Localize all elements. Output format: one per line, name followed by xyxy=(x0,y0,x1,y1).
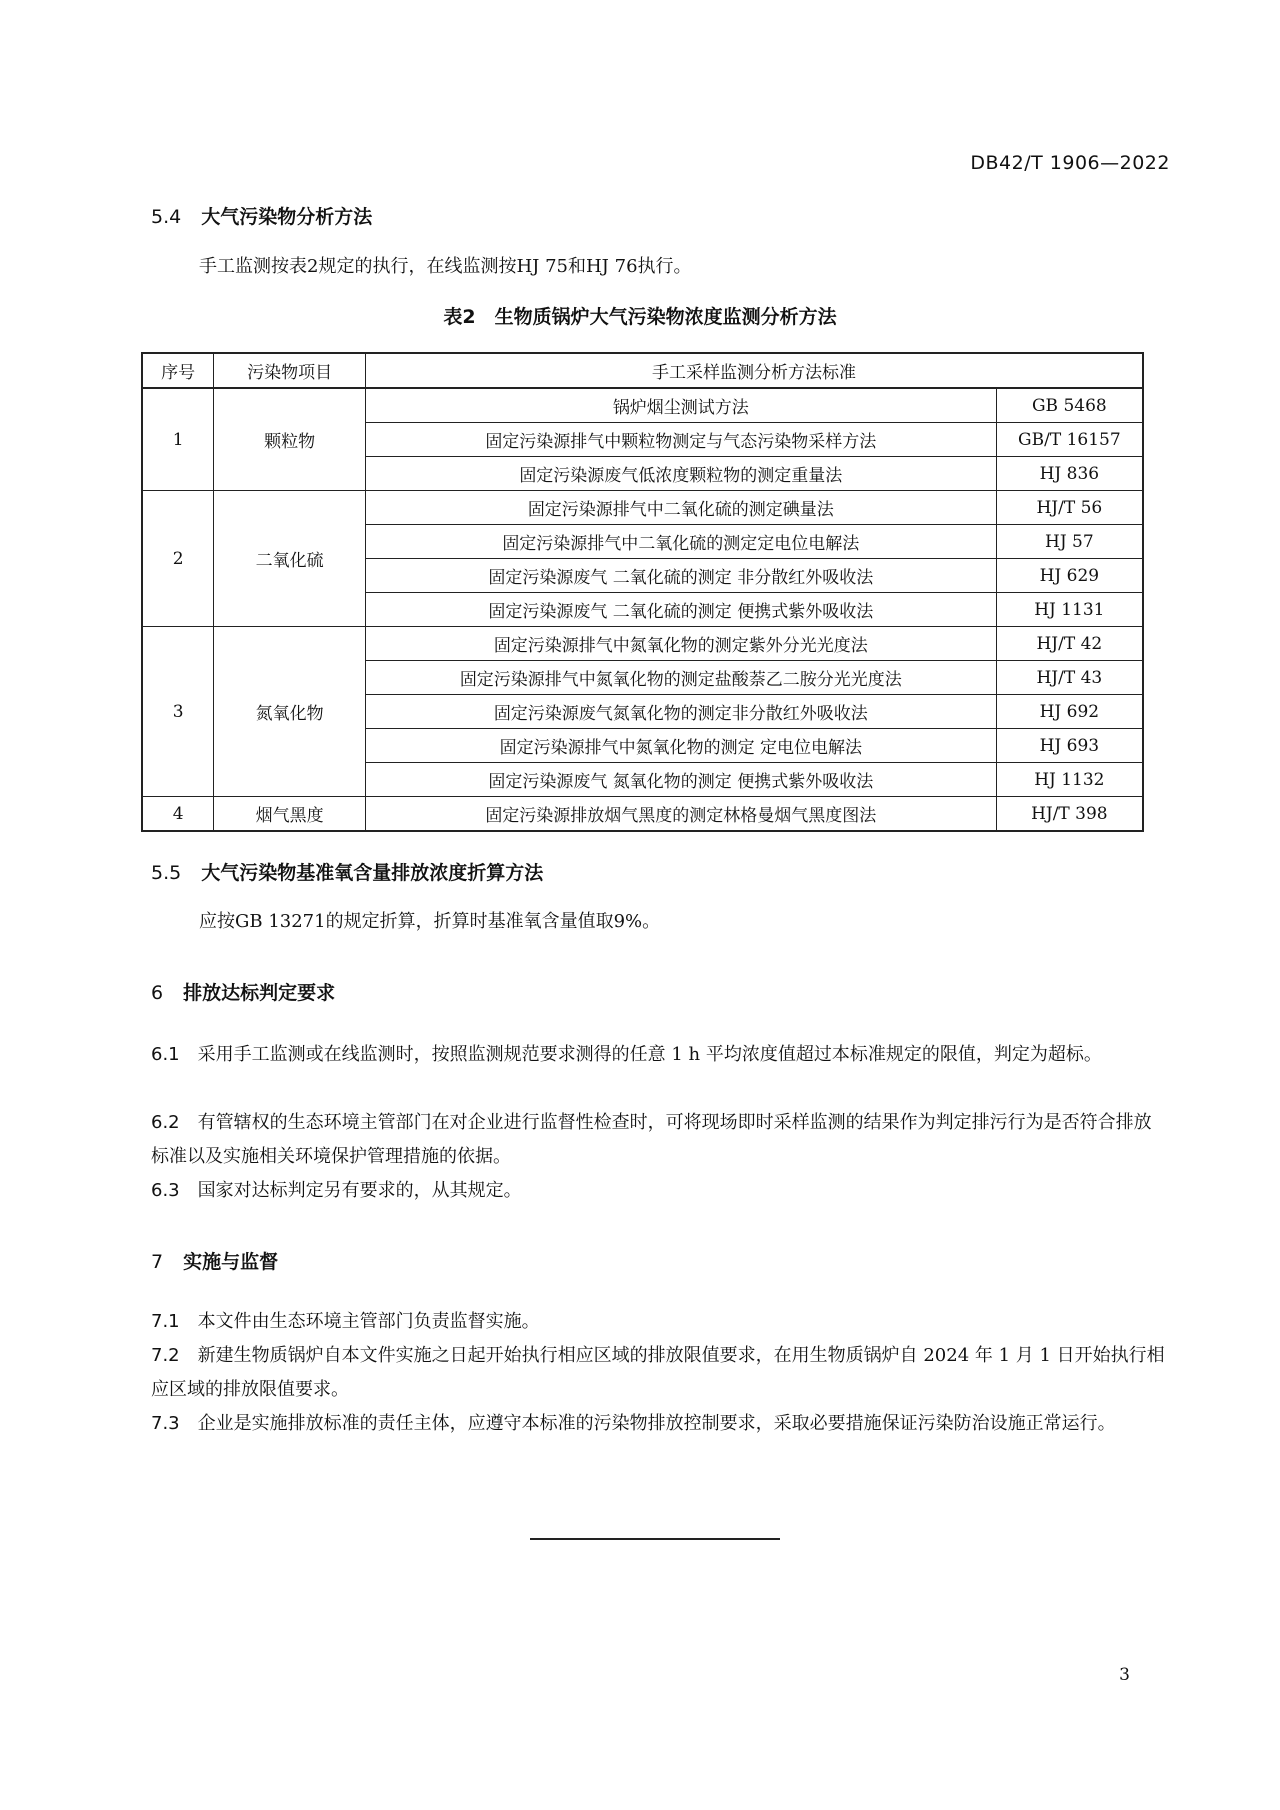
document-code: DB42/T 1906—2022 xyxy=(970,152,1170,174)
header-method: 手工采样监测分析方法标准 xyxy=(365,353,1143,388)
item-cell: 氮氧化物 xyxy=(214,627,366,797)
clause-6-1 xyxy=(151,1038,1165,1072)
clause-text: 本文件由生态环境主管部门负责监督实施。 xyxy=(197,1311,540,1332)
method-cell: 固定污染源排气中氮氧化物的测定紫外分光光度法 xyxy=(365,627,996,661)
clause-number: 7.3 xyxy=(151,1413,180,1434)
section-number: 5.5 xyxy=(151,862,182,884)
section-title: 实施与监督 xyxy=(183,1251,279,1273)
clause-text: 国家对达标判定另有要求的，从其规定。 xyxy=(197,1180,522,1201)
method-cell: 固定污染源排气中颗粒物测定与气态污染物采样方法 xyxy=(365,423,996,457)
method-cell: 固定污染源排气中二氧化硫的测定定电位电解法 xyxy=(365,525,996,559)
section-title: 大气污染物分析方法 xyxy=(201,206,373,228)
clause-text: 有管辖权的生态环境主管部门在对企业进行监督性检查时，可将现场即时采样监测的结果作为判定排污行为是否符合排放标准以及实施相关环境保护管理措施的依据。 xyxy=(151,1112,1152,1167)
section-number: 6 xyxy=(151,982,164,1004)
method-cell: 固定污染源废气氮氧化物的测定非分散红外吸收法 xyxy=(365,695,996,729)
section-5-4-heading xyxy=(151,202,372,229)
standard-cell: HJ/T 398 xyxy=(996,797,1143,832)
method-cell: 固定污染源废气 二氧化硫的测定 非分散红外吸收法 xyxy=(365,559,996,593)
clause-7-2 xyxy=(151,1339,1165,1407)
clause-6-2 xyxy=(151,1106,1165,1174)
table-header-row xyxy=(142,353,1143,388)
clause-number: 7.1 xyxy=(151,1311,180,1332)
monitoring-methods-table xyxy=(141,352,1144,832)
clause-7-3 xyxy=(151,1407,1165,1441)
standard-cell: HJ 693 xyxy=(996,729,1143,763)
standard-cell: GB 5468 xyxy=(996,388,1143,423)
method-cell: 固定污染源废气 氮氧化物的测定 便携式紫外吸收法 xyxy=(365,763,996,797)
clause-number: 6.2 xyxy=(151,1112,180,1133)
seq-cell: 4 xyxy=(142,797,214,832)
table-row xyxy=(142,388,1143,423)
end-of-document-rule xyxy=(530,1538,780,1540)
standard-cell: HJ 57 xyxy=(996,525,1143,559)
method-cell: 固定污染源排气中氮氧化物的测定盐酸萘乙二胺分光光度法 xyxy=(365,661,996,695)
page-number: 3 xyxy=(1119,1665,1130,1685)
table-title: 表2 生物质锅炉大气污染物浓度监测分析方法 xyxy=(443,306,837,328)
seq-cell: 3 xyxy=(142,627,214,797)
section-title: 大气污染物基准氧含量排放浓度折算方法 xyxy=(201,862,544,884)
clause-text: 采用手工监测或在线监测时，按照监测规范要求测得的任意 1 h 平均浓度值超过本标准规定的限值，判定为超标。 xyxy=(197,1044,1102,1065)
header-seq: 序号 xyxy=(142,353,214,388)
item-cell: 颗粒物 xyxy=(214,388,366,491)
clause-number: 6.1 xyxy=(151,1044,180,1065)
standard-cell: HJ/T 56 xyxy=(996,491,1143,525)
clause-6-3 xyxy=(151,1174,1165,1208)
section-number: 5.4 xyxy=(151,206,182,228)
section-6-heading xyxy=(151,978,335,1005)
standard-cell: HJ/T 43 xyxy=(996,661,1143,695)
method-cell: 固定污染源排放烟气黑度的测定林格曼烟气黑度图法 xyxy=(365,797,996,832)
table-row xyxy=(142,797,1143,832)
standard-cell: HJ/T 42 xyxy=(996,627,1143,661)
standard-cell: HJ 836 xyxy=(996,457,1143,491)
clause-7-1 xyxy=(151,1305,1165,1339)
section-7-heading xyxy=(151,1247,278,1274)
standard-cell: GB/T 16157 xyxy=(996,423,1143,457)
section-5-4-body: 手工监测按表2规定的执行，在线监测按HJ 75和HJ 76执行。 xyxy=(199,256,692,277)
standard-cell: HJ 1132 xyxy=(996,763,1143,797)
clause-text: 新建生物质锅炉自本文件实施之日起开始执行相应区域的排放限值要求，在用生物质锅炉自 2024 年 1 月 1 日开始执行相应区域的排放限值要求。 xyxy=(151,1345,1165,1400)
seq-cell: 2 xyxy=(142,491,214,627)
section-5-5-heading xyxy=(151,858,543,885)
method-cell: 固定污染源废气低浓度颗粒物的测定重量法 xyxy=(365,457,996,491)
method-cell: 固定污染源废气 二氧化硫的测定 便携式紫外吸收法 xyxy=(365,593,996,627)
standard-cell: HJ 629 xyxy=(996,559,1143,593)
method-cell: 固定污染源排气中氮氧化物的测定 定电位电解法 xyxy=(365,729,996,763)
table-row xyxy=(142,627,1143,661)
standard-cell: HJ 1131 xyxy=(996,593,1143,627)
header-item: 污染物项目 xyxy=(214,353,366,388)
seq-cell: 1 xyxy=(142,388,214,491)
section-title: 排放达标判定要求 xyxy=(183,982,336,1004)
clause-text: 企业是实施排放标准的责任主体，应遵守本标准的污染物排放控制要求，采取必要措施保证污染防治设施正常运行。 xyxy=(197,1413,1116,1434)
item-cell: 烟气黑度 xyxy=(214,797,366,832)
section-5-5-body: 应按GB 13271的规定折算，折算时基准氧含量值取9%。 xyxy=(199,911,661,932)
clause-number: 7.2 xyxy=(151,1345,180,1366)
table-row xyxy=(142,491,1143,525)
standard-cell: HJ 692 xyxy=(996,695,1143,729)
method-cell: 锅炉烟尘测试方法 xyxy=(365,388,996,423)
item-cell: 二氧化硫 xyxy=(214,491,366,627)
section-number: 7 xyxy=(151,1251,164,1273)
method-cell: 固定污染源排气中二氧化硫的测定碘量法 xyxy=(365,491,996,525)
clause-number: 6.3 xyxy=(151,1180,180,1201)
